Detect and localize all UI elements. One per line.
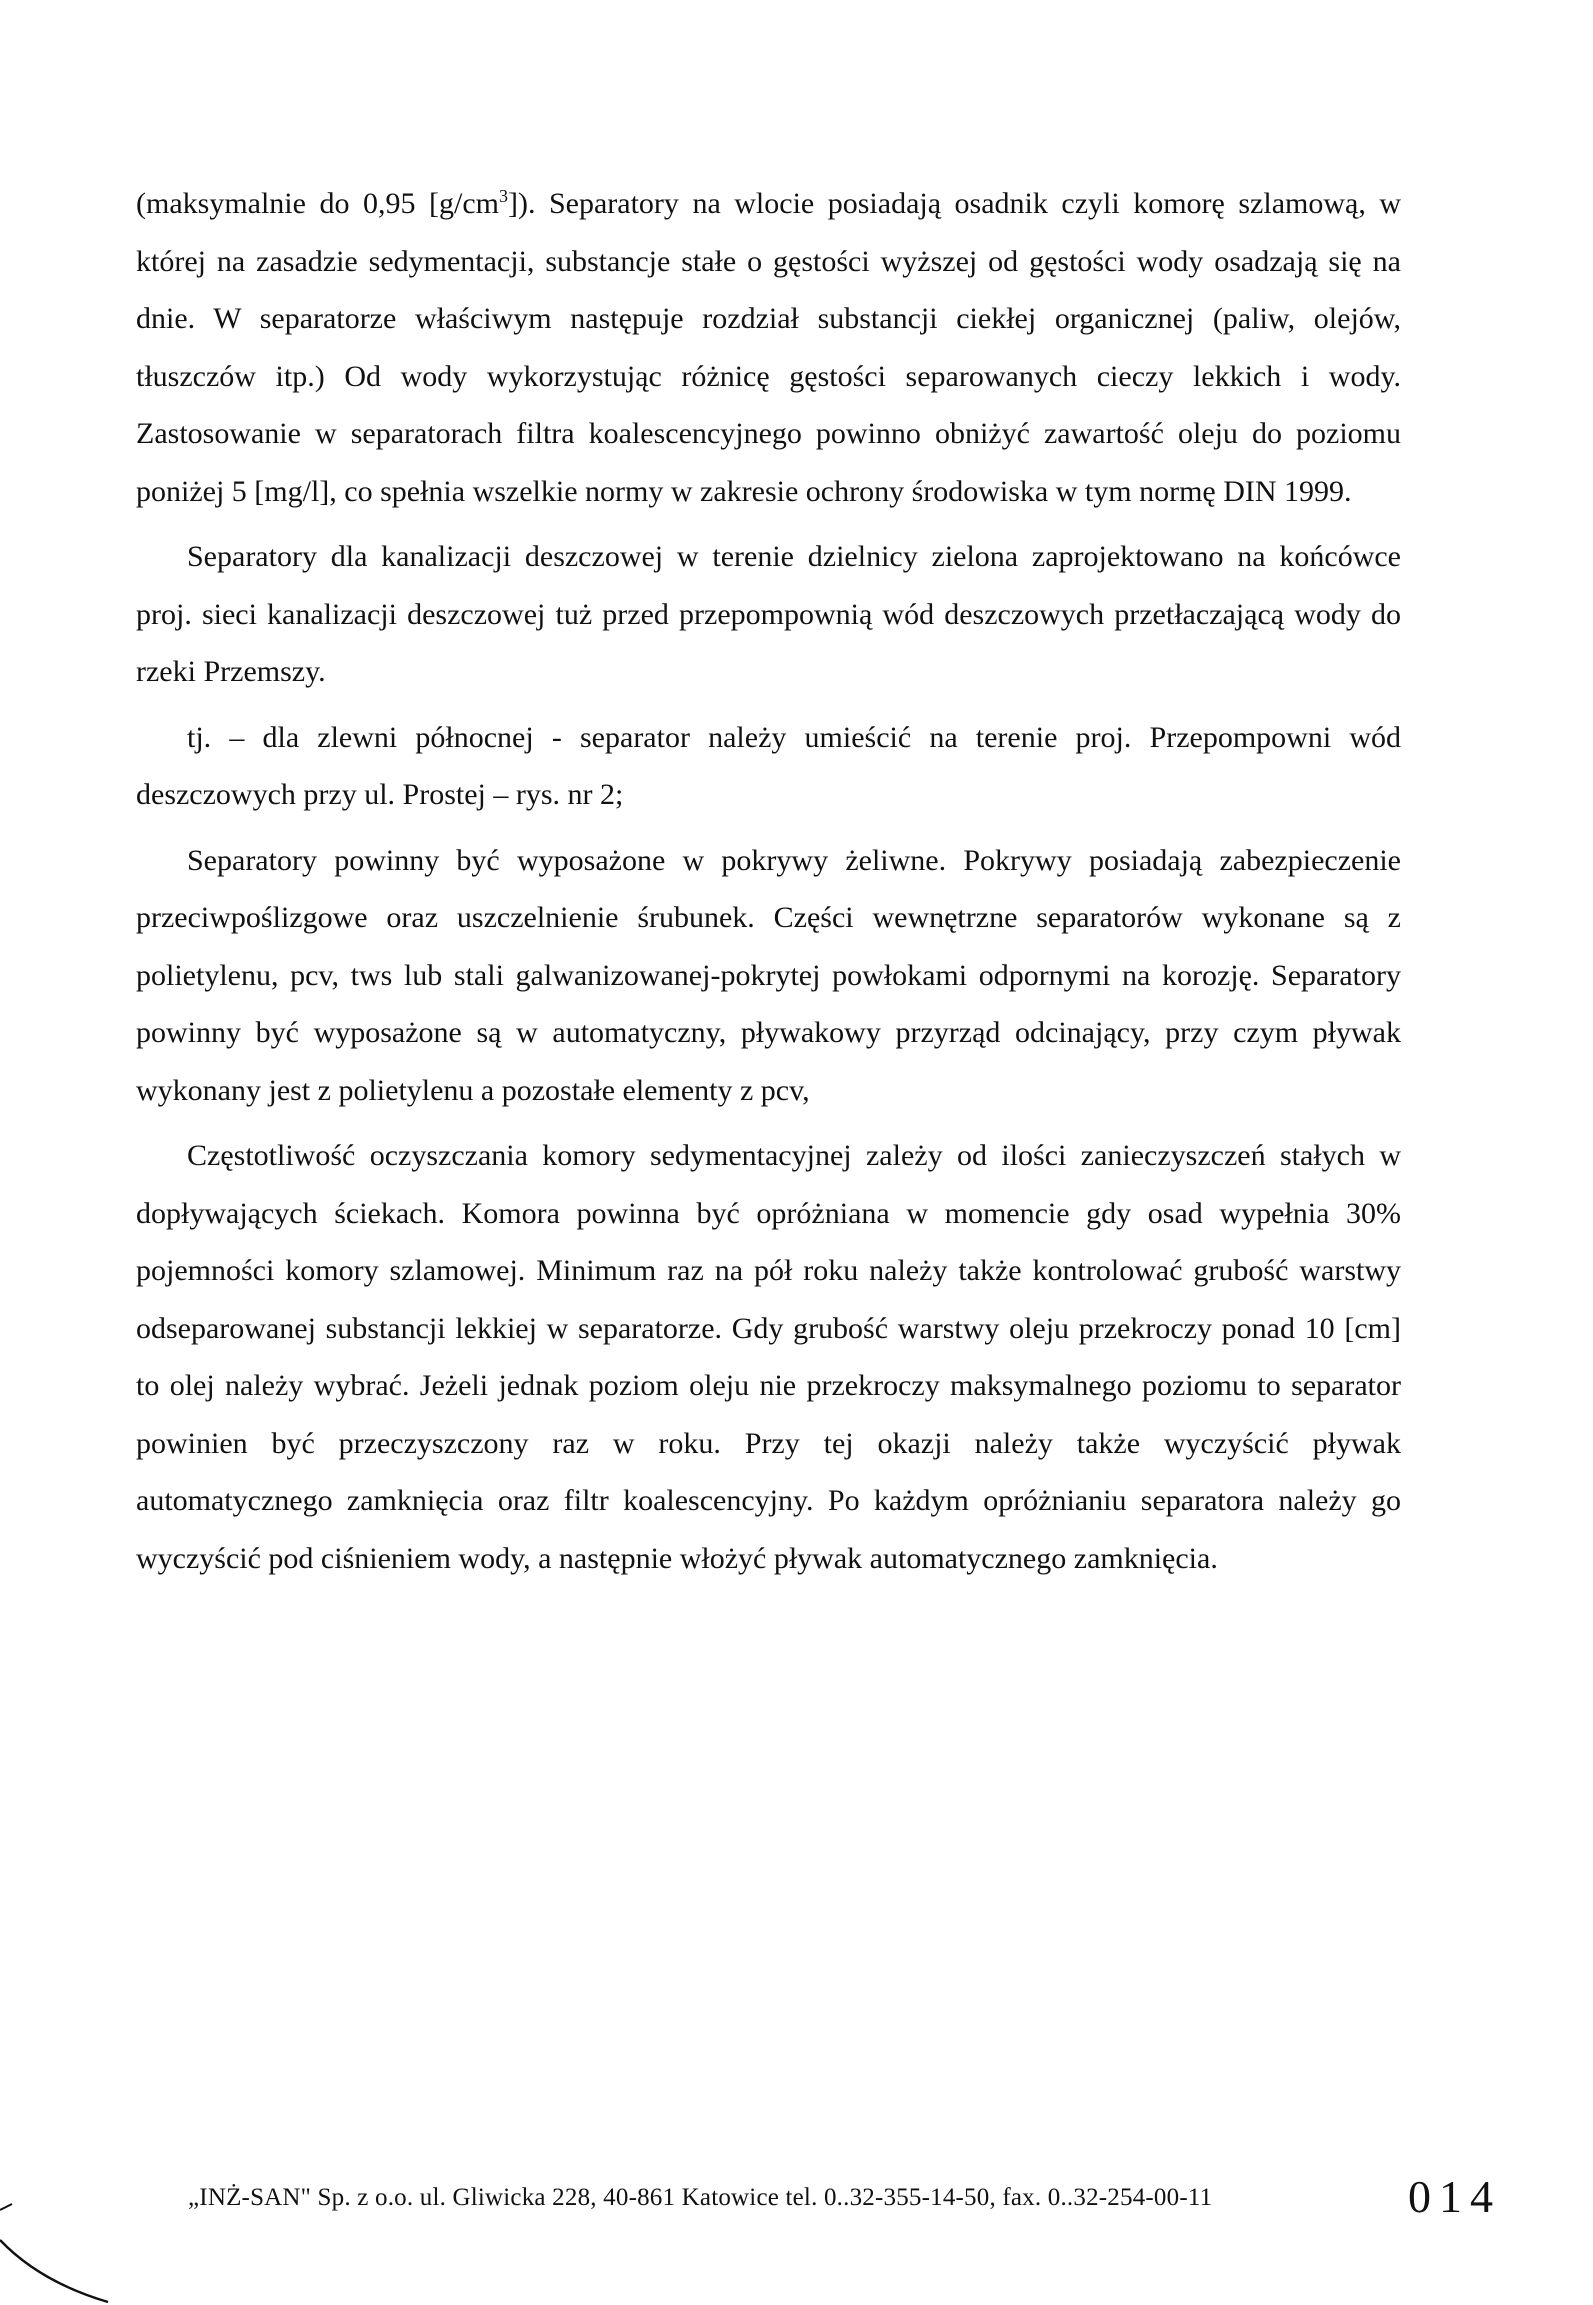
page-number: 014 bbox=[1408, 2171, 1501, 2222]
superscript-3: 3 bbox=[498, 186, 508, 206]
paragraph-1-start: (maksymalnie do 0,95 [g/cm bbox=[136, 187, 499, 220]
paragraph-1-rest: ]). Separatory na wlocie posiadają osadnik czyli komorę szlamową, w której na zasadzie sedymentacji, substancje stałe o gęstości wyższej od gęstości wody osadzają się na dnie. W separatorze właściwym następuje rozdział substancji ciekłej organicznej (paliw, olejów, tłuszczów itp.) Od wody wykorzystując różnicę gęstości separowanych cieczy lekkich i wody. Zastosowanie w separatorach filtra koalescencyjnego powinno obniżyć zawartość oleju do poziomu poniżej 5 [mg/l], co spełnia wszelkie normy w zakresie ochrony środowiska w tym normę DIN 1999. bbox=[136, 187, 1401, 508]
paragraph-separator-equipment: Separatory powinny być wyposażone w pokrywy żeliwne. Pokrywy posiadają zabezpieczenie przeciwpoślizgowe oraz uszczelnienie śrubunek. Części wewnętrzne separatorów wykonane są z polietylenu, pcv, tws lub stali galwanizowanej-pokrytej powłokami odpornymi na korozję. Separatory powinny być wyposażone są w automatyczny, pływakowy przyrząd odcinający, przy czym pływak wykonany jest z polietylenu a pozostałe elementy z pcv, bbox=[136, 843, 1401, 1107]
paragraph-north-catchment: tj. – dla zlewni północnej - separator należy umieścić na terenie proj. Przepompowni wód deszczowych przy ul. Prostej – rys. nr 2; bbox=[136, 720, 1401, 811]
document-body bbox=[136, 175, 1401, 1587]
page-footer bbox=[0, 2170, 1593, 2230]
paragraph-rainwater-separators: Separatory dla kanalizacji deszczowej w terenie dzielnicy zielona zaprojektowano na końcówce proj. sieci kanalizacji deszczowej tuż przed przepompownią wód deszczowych przetłaczającą wody do rzeki Przemszy. bbox=[136, 540, 1401, 688]
corner-scan-mark bbox=[0, 2190, 110, 2305]
paragraph-oil-separator-intro bbox=[136, 175, 1401, 520]
footer-company-address: „INŻ-SAN" Sp. z o.o. ul. Gliwicka 228, 40-861 Katowice tel. 0..32-355-14-50, fax. 0..32-254-00-11 bbox=[188, 2184, 1213, 2211]
paragraph-cleaning-frequency: Częstotliwość oczyszczania komory sedymentacyjnej zależy od ilości zanieczyszczeń stałych w dopływających ściekach. Komora powinna być opróżniana w momencie gdy osad wypełnia 30% pojemności komory szlamowej. Minimum raz na pół roku należy także kontrolować grubość warstwy odseparowanej substancji lekkiej w separatorze. Gdy grubość warstwy oleju przekroczy ponad 10 [cm] to olej należy wybrać. Jeżeli jednak poziom oleju nie przekroczy maksymalnego poziomu to separator powinien być przeczyszczony raz w roku. Przy tej okazji należy także wyczyścić pływak automatycznego zamknięcia oraz filtr koalescencyjny. Po każdym opróżnianiu separatora należy go wyczyścić pod ciśnieniem wody, a następnie włożyć pływak automatycznego zamknięcia. bbox=[136, 1139, 1401, 1575]
